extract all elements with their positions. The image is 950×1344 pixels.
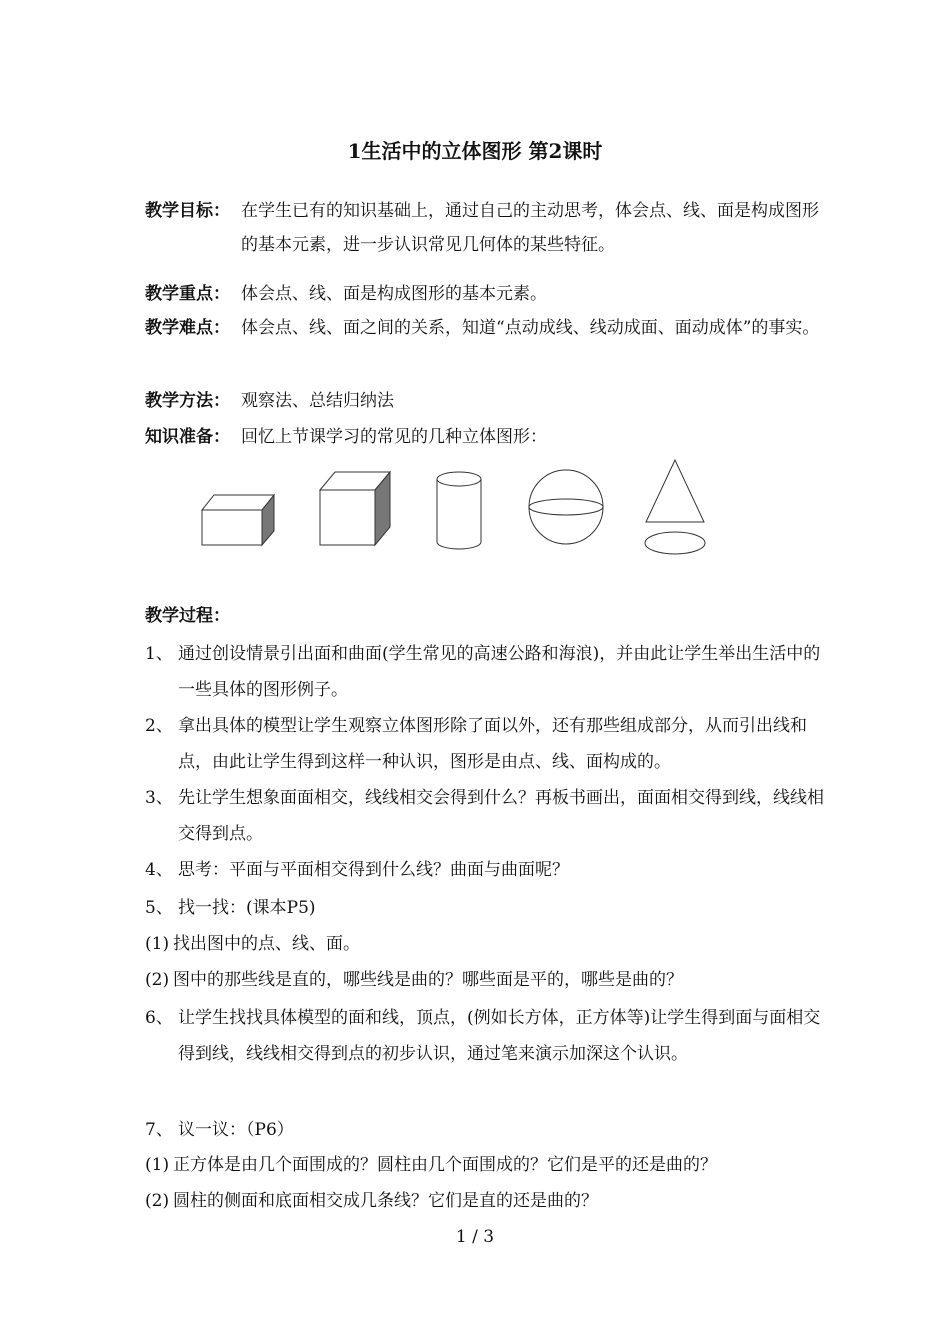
step-text: 思考：平面与平面相交得到什么线？曲面与曲面呢？ xyxy=(178,860,569,880)
goal-text: 在学生已有的知识基础上，通过自己的主动思考，体会点、线、面是构成图形的基本元素，进一步认识常见几何体的某些特征。 xyxy=(241,201,819,255)
difficulty-row xyxy=(145,311,825,379)
sub-item xyxy=(145,929,825,959)
focus-row xyxy=(145,277,825,311)
sub-item xyxy=(145,1186,825,1216)
difficulty-label: 教学难点： xyxy=(145,318,230,338)
step-item xyxy=(145,636,825,708)
sub-text: 图中的那些线是直的，哪些线是曲的？哪些面是平的，哪些是曲的？ xyxy=(173,970,683,990)
step-number: 3、 xyxy=(145,788,173,808)
step-item xyxy=(145,1112,825,1148)
step-item xyxy=(145,852,825,888)
prep-label: 知识准备： xyxy=(145,427,230,447)
step-number: 5、 xyxy=(145,898,173,918)
sub-number: (1) xyxy=(145,934,170,954)
step-item xyxy=(145,1000,825,1108)
step-text: 让学生找找具体模型的面和线，顶点，(例如长方体，正方体等)让学生得到面与面相交得到线，线线相交得到点的初步认识，通过笔来演示加深这个认识。 xyxy=(178,1008,821,1064)
step-item xyxy=(145,890,825,926)
step-text: 议一议：（P6） xyxy=(178,1120,294,1140)
sub-item xyxy=(145,965,825,995)
step-item xyxy=(145,780,825,852)
cone-icon xyxy=(645,460,705,554)
sub-number: (1) xyxy=(145,1155,170,1175)
process-heading: 教学过程： xyxy=(145,606,230,626)
difficulty-text: 体会点、线、面之间的关系，知道“点动成线、线动成面、面动成体”的事实。 xyxy=(241,318,820,338)
page-number: 1 / 3 xyxy=(455,1227,495,1247)
sub-number: (2) xyxy=(145,1191,170,1211)
prep-text: 回忆上节课学习的常见的几种立体图形： xyxy=(241,427,547,447)
step-number: 4、 xyxy=(145,860,173,880)
focus-text: 体会点、线、面是构成图形的基本元素。 xyxy=(241,284,547,304)
cuboid-icon xyxy=(202,495,274,545)
solid-figures xyxy=(195,455,725,560)
sub-text: 正方体是由几个面围成的？圆柱由几个面围成的？它们是平的还是曲的？ xyxy=(173,1155,717,1175)
step-text: 拿出具体的模型让学生观察立体图形除了面以外，还有那些组成部分，从而引出线和点，由此让学生得到这样一种认识，图形是由点、线、面构成的。 xyxy=(178,716,807,772)
goal-row xyxy=(145,194,825,262)
sphere-icon xyxy=(529,470,603,544)
step-item xyxy=(145,708,825,780)
method-row xyxy=(145,384,825,418)
step-number: 2、 xyxy=(145,716,173,736)
step-text: 找一找：(课本P5) xyxy=(178,898,316,918)
method-text: 观察法、总结归纳法 xyxy=(241,391,394,411)
sub-text: 找出图中的点、线、面。 xyxy=(173,934,360,954)
step-number: 7、 xyxy=(145,1120,173,1140)
prep-row xyxy=(145,420,825,454)
step-number: 1、 xyxy=(145,644,173,664)
sub-item xyxy=(145,1150,825,1180)
cube-icon xyxy=(320,472,390,545)
page-title: 1生活中的立体图形 第2课时 xyxy=(347,139,603,163)
cylinder-icon xyxy=(437,472,481,549)
goal-label: 教学目标： xyxy=(145,201,230,221)
method-label: 教学方法： xyxy=(145,391,230,411)
step-text: 通过创设情景引出面和曲面(学生常见的高速公路和海浪)，并由此让学生举出生活中的一些具体的图形例子。 xyxy=(178,644,821,700)
step-text: 先让学生想象面面相交，线线相交会得到什么？再板书画出，面面相交得到线，线线相交得到点。 xyxy=(178,788,824,844)
focus-label: 教学重点： xyxy=(145,284,230,304)
sub-text: 圆柱的侧面和底面相交成几条线？它们是直的还是曲的？ xyxy=(173,1191,598,1211)
sub-number: (2) xyxy=(145,970,170,990)
step-number: 6、 xyxy=(145,1008,173,1028)
